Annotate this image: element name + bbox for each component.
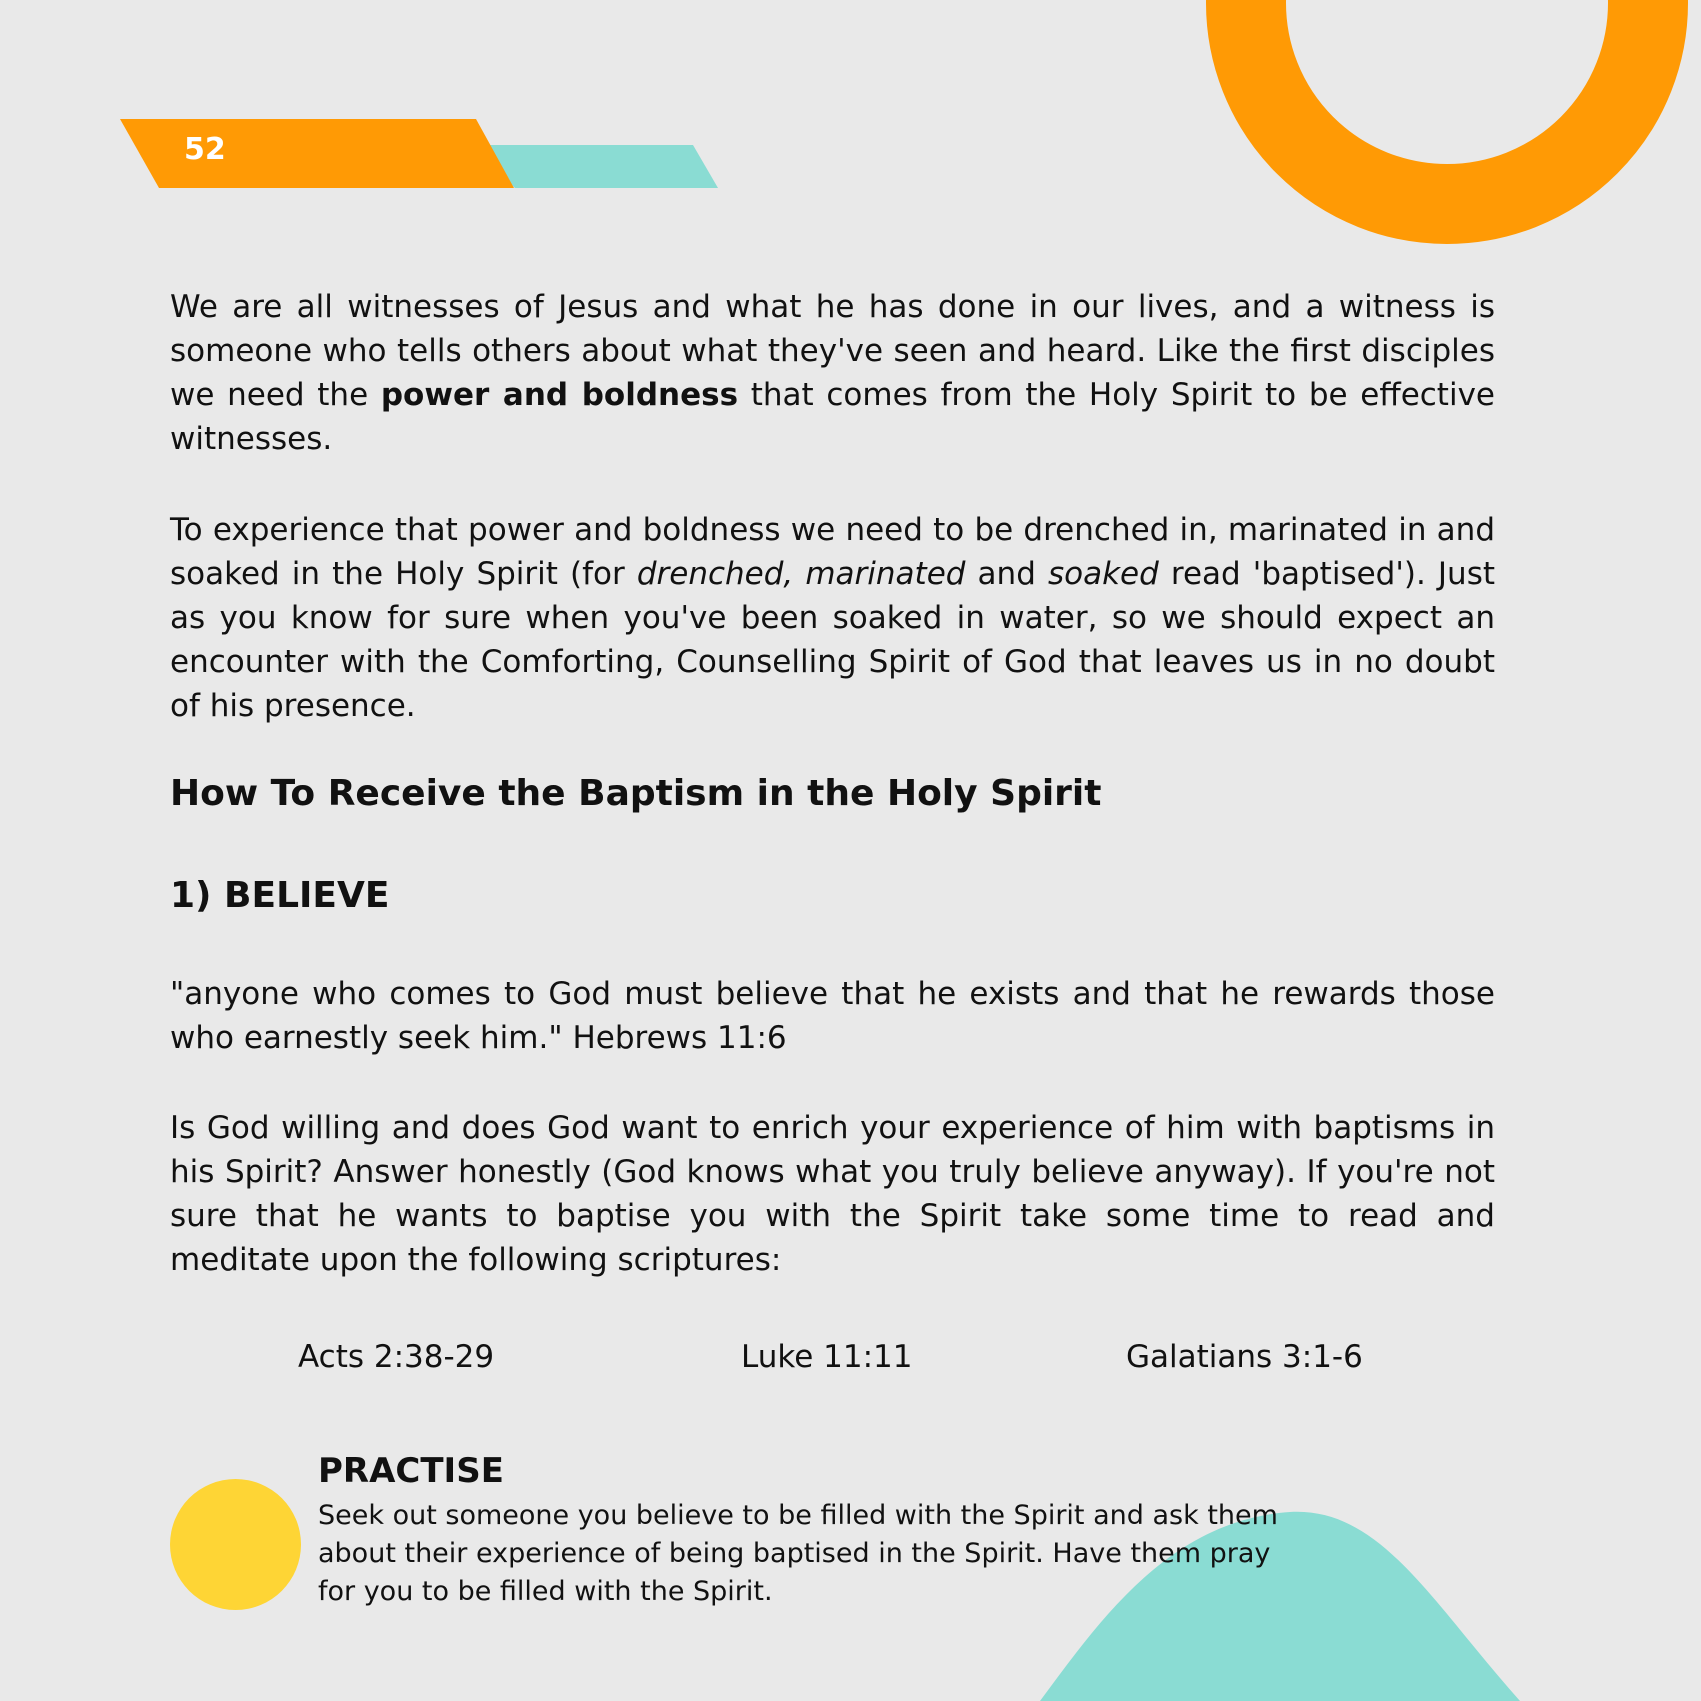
scripture-reference: Acts 2:38-29 xyxy=(298,1339,495,1375)
p2-text-2: and xyxy=(965,556,1048,592)
body-paragraph-3: Is God willing and does God want to enrich your experience of him with baptisms in his Spirit? Answer honestly (God knows what you truly believe anyway). If you're not sure that he wants to baptise you with the Spirit take some time to read and meditate upon the following scriptures: xyxy=(170,1110,1495,1278)
scripture-reference: Luke 11:11 xyxy=(741,1339,913,1375)
yellow-circle-decoration xyxy=(170,1479,301,1610)
orange-ring-decoration xyxy=(1206,0,1688,244)
practise-title: PRACTISE xyxy=(318,1451,504,1491)
scripture-reference: Galatians 3:1-6 xyxy=(1126,1339,1363,1375)
p1-bold-phrase: power and boldness xyxy=(380,377,739,413)
p2-italic-2: soaked xyxy=(1047,556,1159,592)
p2-italic-1: drenched, marinated xyxy=(636,556,966,592)
page-number: 52 xyxy=(184,132,226,167)
intro-paragraph-1 xyxy=(170,285,1495,461)
practise-text: Seek out someone you believe to be filled with the Spirit and ask them about their experience of being baptised in the Spirit. Have them pray for you to be filled with the Spirit. xyxy=(318,1500,1278,1607)
p1-text-after: that comes from the Holy Spirit to be effective witnesses. xyxy=(170,377,1495,457)
intro-paragraph-2 xyxy=(170,508,1495,728)
p2-text-3: read 'baptised'). Just as you know for sure when you've been soaked in water, so we should expect an encounter with the Comforting, Counselling Spirit of God that leaves us in no doubt of his presence. xyxy=(170,556,1496,724)
section-heading: How To Receive the Baptism in the Holy Spirit xyxy=(170,773,1102,814)
step-heading: 1) BELIEVE xyxy=(170,875,390,916)
scripture-quote: "anyone who comes to God must believe that he exists and that he rewards those who earnestly seek him." Hebrews 11:6 xyxy=(170,976,1495,1056)
p1-text-before: We are all witnesses of Jesus and what he has done in our lives, and a witness is someone who tells others about what they've seen and heard. Like the first disciples we need the xyxy=(170,289,1495,413)
p2-text-1: To experience that power and boldness we need to be drenched in, marinated in and soaked in the Holy Spirit (for xyxy=(170,512,1495,592)
